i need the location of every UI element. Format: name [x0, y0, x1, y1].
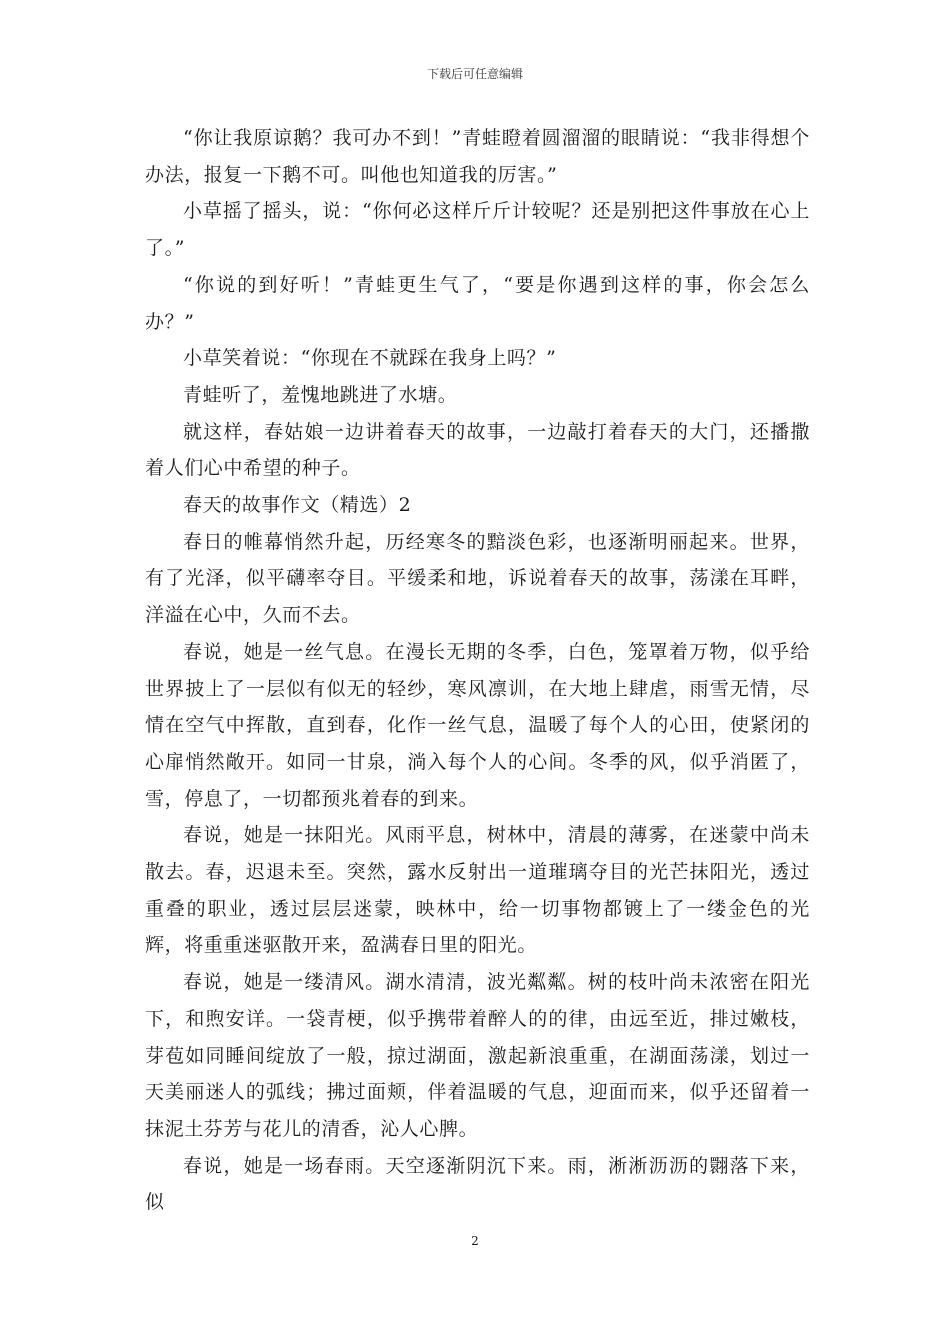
paragraph: 春说，她是一场春雨。天空逐渐阴沉下来。雨，淅淅沥沥的翾落下来，似: [145, 1154, 810, 1214]
section-title: 春天的故事作文（精选）2: [183, 494, 412, 517]
paragraph: 春说，她是一抹阳光。风雨平息，树林中，清晨的薄雾，在迷蒙中尚未散去。春，迟退未至。突然，露水反射出一道璀璃夺目的光芒抹阳光，透过重叠的职业，透过层层迷蒙，映林中，给一切事物都镀上了一缕金色的光辉，将重重迷驱散开来，盈满春日里的阳光。: [145, 824, 810, 957]
paragraph: 小草摇了摇头，说：“你何必这样斤斤计较呢？还是别把这件事放在心上了。”: [145, 200, 810, 260]
paragraph: 就这样，春姑娘一边讲着春天的故事，一边敲打着春天的大门，还播撒着人们心中希望的种子。: [145, 420, 810, 480]
paragraph: 春说，她是一缕清风。湖水清清，波光粼粼。树的枝叶尚未浓密在阳光下，和煦安详。一袋青梗，似乎携带着醉人的的律，由远至近，排过嫩枝，芽苞如同睡间绽放了一般，掠过湖面，激起新浪重重，在湖面荡漾，划过一天美丽迷人的弧线；拂过面颊，伴着温暖的气息，迎面而来，似乎还留着一抹泥土芬芳与花儿的清香，沁人心脾。: [145, 971, 810, 1140]
paragraph: “你让我原谅鹅？我可办不到！”青蛙瞪着圆溜溜的眼睛说：“我非得想个办法，报复一下鹅不可。叫他也知道我的厉害。”: [145, 127, 810, 186]
paragraph: 春日的帷幕悄然升起，历经寒冬的黯淡色彩，也逐渐明丽起来。世界，有了光泽，似平礴率夺目。平缓柔和地，诉说着春天的故事，荡漾在耳畔，洋溢在心中，久而不去。: [145, 530, 810, 627]
page-number: 2: [471, 1234, 479, 1248]
paragraph: “你说的到好听！”青蛙更生气了，“要是你遇到这样的事，你会怎么办？”: [145, 273, 810, 333]
paragraph: 春说，她是一丝气息。在漫长无期的冬季，白色，笼罩着万物，似乎给世界披上了一层似有似无的轻纱，寒风凛训，在大地上肆虐，雨雪无情，尽情在空气中挥散，直到春，化作一丝气息，温暖了每个人的心田，使紧闭的心扉悄然敞开。如同一甘泉，淌入每个人的心间。冬季的风，似乎消匿了，雪，停息了，一切都预兆着春的到来。: [145, 640, 810, 810]
paragraph: 小草笑着说：“你现在不就踩在我身上吗？”: [183, 347, 557, 370]
paragraph: 青蛙听了，羞愧地跳进了水塘。: [183, 383, 458, 406]
page-header: 下载后可任意编辑: [426, 67, 523, 81]
document-body: [145, 120, 810, 1221]
